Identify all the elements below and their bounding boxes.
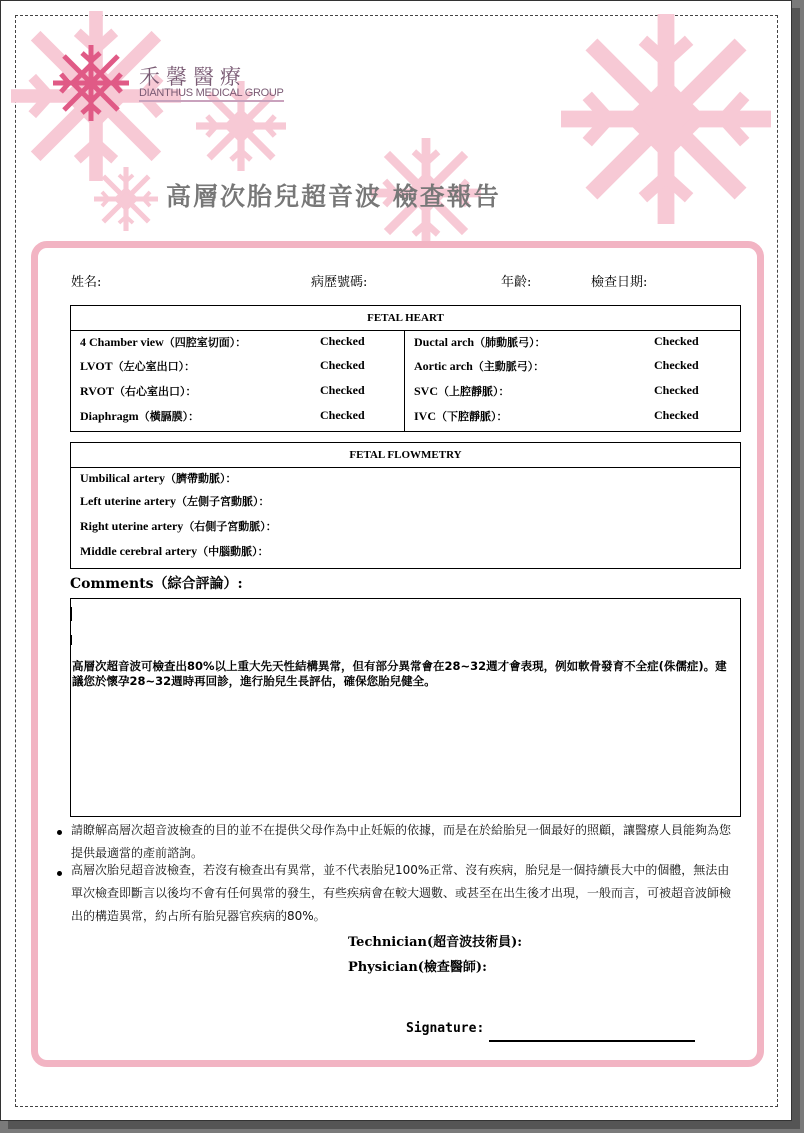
status-checked: Checked xyxy=(320,334,365,348)
report-title: 高層次胎兒超音波 檢查報告 xyxy=(166,182,501,211)
patient-name-label: 姓名: xyxy=(71,275,102,290)
status-checked: Checked xyxy=(654,408,699,422)
brand-logo-icon xyxy=(49,41,133,125)
brand-name-english: DIANTHUS MEDICAL GROUP xyxy=(139,87,284,102)
exam-date-label: 檢查日期: xyxy=(591,275,648,290)
fetal-heart-row: IVC（下腔靜脈）： xyxy=(414,409,508,423)
fetal-heart-row: Aortic arch（主動脈弓）： xyxy=(414,359,545,373)
flowmetry-row: Middle cerebral artery（中腦動脈）： xyxy=(80,544,269,558)
fetal-heart-table xyxy=(70,305,741,432)
flowmetry-row: Left uterine artery（左側子宮動脈）： xyxy=(80,494,270,508)
flowmetry-row: Right uterine artery（右側子宮動脈）： xyxy=(80,519,277,533)
status-checked: Checked xyxy=(320,358,365,372)
record-number-label: 病歷號碼: xyxy=(311,275,368,290)
status-checked: Checked xyxy=(654,383,699,397)
note-item: 請瞭解高層次超音波檢查的目的並不在提供父母作為中止妊娠的依據，而是在於給胎兒一個最好的照顧，讓醫療人員能夠為您提供最適當的產前諮詢。 xyxy=(71,823,732,860)
brand-name-chinese: 禾馨醫療 xyxy=(139,65,247,89)
fetal-heart-header: FETAL HEART xyxy=(71,306,740,331)
status-checked: Checked xyxy=(654,334,699,348)
status-checked: Checked xyxy=(320,383,365,397)
comments-label: Comments（綜合評論）: xyxy=(70,576,243,592)
status-checked: Checked xyxy=(654,358,699,372)
fetal-heart-row: SVC（上腔靜脈）： xyxy=(414,384,510,398)
flowmetry-row: Umbilical artery（臍帶動脈）： xyxy=(80,471,237,485)
fetal-heart-row: RVOT（右心室出口）： xyxy=(80,384,197,398)
physician-label: Physician(檢查醫師): xyxy=(348,960,487,975)
fetal-flowmetry-header: FETAL FLOWMETRY xyxy=(71,443,740,468)
comments-box[interactable] xyxy=(70,598,741,817)
signature-label: Signature: xyxy=(406,1021,485,1036)
technician-label: Technician(超音波技術員): xyxy=(348,935,523,950)
fetal-heart-row: LVOT（左心室出口）： xyxy=(80,359,196,373)
fetal-flowmetry-table xyxy=(70,442,741,569)
note-item: 高層次胎兒超音波檢查，若沒有檢查出有異常，並不代表胎兒100%正常、沒有疾病，胎兒是一個持續長大中的個體，無法由單次檢查即斷言以後均不會有任何異常的發生，有些疾病會在較大週數、或甚至在出生後才出現，一般而言，可被超音波師檢出的構造異常，約占所有胎兒器官疾病的80%。 xyxy=(71,863,732,923)
fetal-heart-row: 4 Chamber view（四腔室切面）： xyxy=(80,335,247,349)
status-checked: Checked xyxy=(320,408,365,422)
text-cursor xyxy=(71,607,72,621)
comments-text: 高層次超音波可檢查出80%以上重大先天性結構異常，但有部分異常會在28~32週才會表現，例如軟骨發育不全症(侏儒症)。建議您於懷孕28~32週時再回診，進行胎兒生長評估，確保您胎兒健全。 xyxy=(72,659,727,688)
text-cursor xyxy=(71,635,72,645)
snowflake-decoration xyxy=(1,1,791,261)
fetal-heart-row: Ductal arch（肺動脈弓）： xyxy=(414,335,546,349)
table-divider xyxy=(404,330,405,431)
age-label: 年齡: xyxy=(501,275,532,290)
bullet-icon xyxy=(57,871,62,876)
signature-line[interactable] xyxy=(489,1040,695,1042)
bullet-icon xyxy=(57,830,62,835)
fetal-heart-row: Diaphragm（橫膈膜）： xyxy=(80,409,200,423)
